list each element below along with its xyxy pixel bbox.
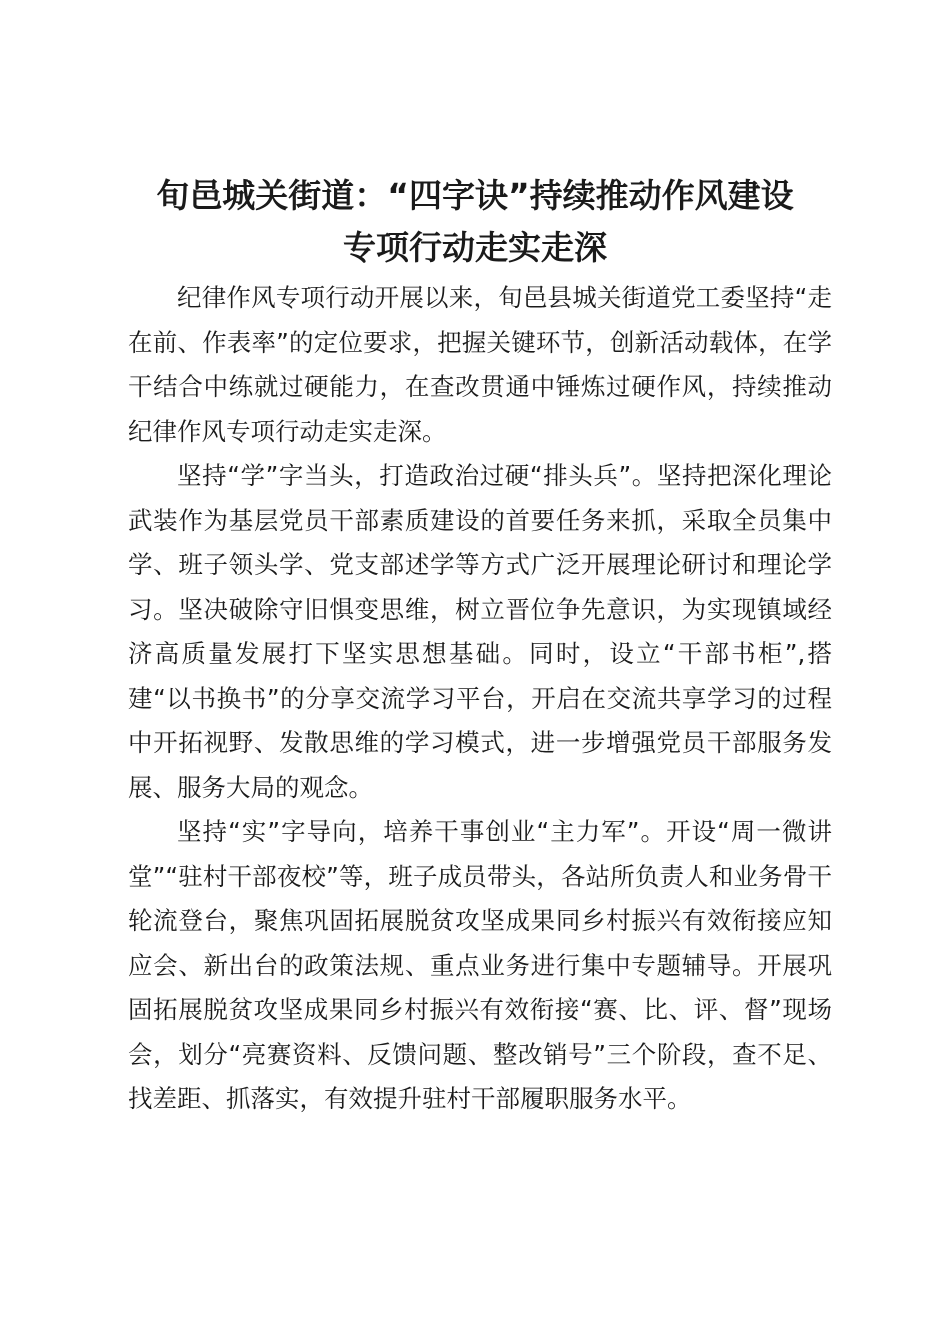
title-line-1: 旬邑城关街道：“四字诀”持续推动作风建设 <box>156 176 794 215</box>
title-line-2: 专项行动走实走深 <box>343 228 607 267</box>
paragraph-study: 坚持“学”字当头，打造政治过硬“排头兵”。坚持把深化理论武装作为基层党员干部素质建设的首要任务来抓，采取全员集中学、班子领头学、党支部述学等方式广泛开展理论研讨和理论学习。坚决破除守旧惧变思维，树立晋位争先意识，为实现镇域经济高质量发展打下坚实思想基础。同时，设立“干部书柜”,搭建“以书换书”的分享交流学习平台，开启在交流共享学习的过程中开拓视野、发散思维的学习模式，进一步增强党员干部服务发展、服务大局的观念。 <box>128 461 832 802</box>
document-body <box>128 276 832 1122</box>
document-title <box>100 170 850 274</box>
paragraph-practice: 坚持“实”字导向，培养干事创业“主力军”。开设“周一微讲堂”“驻村干部夜校”等，班子成员带头，各站所负责人和业务骨干轮流登台，聚焦巩固拓展脱贫攻坚成果同乡村振兴有效衔接应知应会、新出台的政策法规、重点业务进行集中专题辅导。开展巩固拓展脱贫攻坚成果同乡村振兴有效衔接“赛、比、评、督”现场会，划分“亮赛资料、反馈问题、整改销号”三个阶段，查不足、找差距、抓落实，有效提升驻村干部履职服务水平。 <box>128 817 832 1113</box>
paragraph-intro: 纪律作风专项行动开展以来，旬邑县城关街道党工委坚持“走在前、作表率”的定位要求，把握关键环节，创新活动载体，在学干结合中练就过硬能力，在查改贯通中锤炼过硬作风，持续推动纪律作风专项行动走实走深。 <box>128 283 832 446</box>
